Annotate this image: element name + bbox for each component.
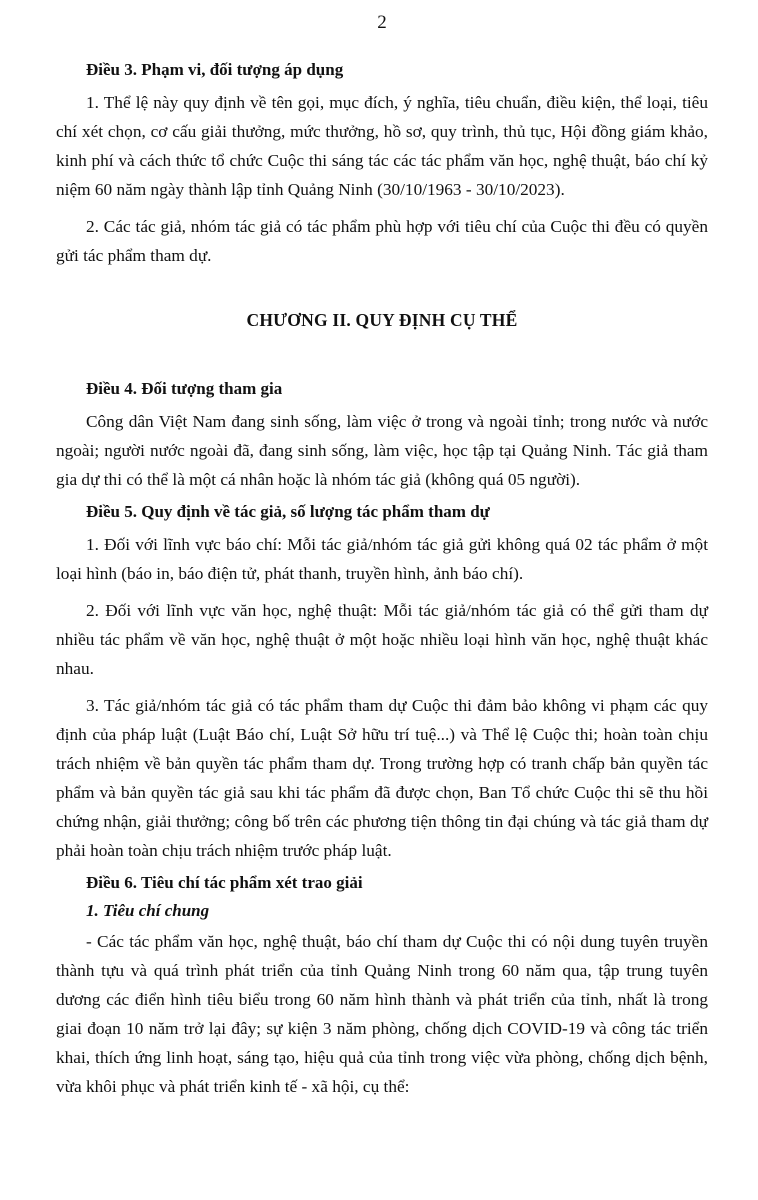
article-6-paragraph-1: - Các tác phẩm văn học, nghệ thuật, báo chí tham dự Cuộc thi có nội dung tuyên truyền thành tựu và quá trình phát triển của tỉnh Quảng Ninh trong 60 năm qua, tập trung tuyên dương các điển hình tiêu biểu trong 60 năm hình thành và phát triển của tỉnh, nhất là trong giai đoạn 10 năm trở lại đây; sự kiện 3 năm phòng, chống dịch COVID-19 và công tác triển khai, thích ứng linh hoạt, sáng tạo, hiệu quả của tỉnh trong việc vừa phòng, chống dịch bệnh, vừa khôi phục và phát triển kinh tế - xã hội, cụ thể: [56, 932, 708, 1096]
article-6-subheading-1: 1. Tiêu chí chung [86, 901, 210, 920]
article-5-paragraph-3: 3. Tác giả/nhóm tác giả có tác phẩm tham dự Cuộc thi đảm bảo không vi phạm các quy định của pháp luật (Luật Báo chí, Luật Sở hữu trí tuệ...) và Thể lệ Cuộc thi; hoàn toàn chịu trách nhiệm về bản quyền tác phẩm tham dự. Trong trường hợp có tranh chấp bản quyền tác phẩm và bản quyền tác giả sau khi tác phẩm đã được chọn, Ban Tổ chức Cuộc thi sẽ thu hồi chứng nhận, giải thưởng; công bố trên các phương tiện thông tin đại chúng và tác giả tham dự phải hoàn toàn chịu trách nhiệm trước pháp luật. [56, 696, 708, 860]
article-3-paragraph-1: 1. Thể lệ này quy định về tên gọi, mục đích, ý nghĩa, tiêu chuẩn, điều kiện, thể loại, tiêu chí xét chọn, cơ cấu giải thưởng, mức thưởng, hồ sơ, quy trình, thủ tục, Hội đồng giám khảo, kinh phí và cách thức tổ chức Cuộc thi sáng tác các tác phẩm văn học, nghệ thuật, báo chí kỷ niệm 60 năm ngày thành lập tỉnh Quảng Ninh (30/10/1963 - 30/10/2023). [56, 93, 708, 199]
article-5-heading: Điều 5. Quy định về tác giả, số lượng tác phẩm tham dự [86, 502, 490, 521]
article-4-paragraph-1: Công dân Việt Nam đang sinh sống, làm việc ở trong và ngoài tỉnh; trong nước và nước ngoài; người nước ngoài đã, đang sinh sống, làm việc, học tập tại Quảng Ninh. Tác giả tham gia dự thi có thể là một cá nhân hoặc là nhóm tác giả (không quá 05 người). [56, 412, 708, 489]
article-5-paragraph-2: 2. Đối với lĩnh vực văn học, nghệ thuật: Mỗi tác giả/nhóm tác giả có thể gửi tham dự nhiều tác phẩm về văn học, nghệ thuật ở một hoặc nhiều loại hình văn học, nghệ thuật khác nhau. [56, 601, 708, 678]
article-4-heading: Điều 4. Đối tượng tham gia [86, 379, 283, 398]
article-3-paragraph-2: 2. Các tác giả, nhóm tác giả có tác phẩm phù hợp với tiêu chí của Cuộc thi đều có quyền gửi tác phẩm tham dự. [56, 217, 708, 265]
article-3-heading: Điều 3. Phạm vi, đối tượng áp dụng [86, 60, 344, 79]
chapter-2-title: CHƯƠNG II. QUY ĐỊNH CỤ THỂ [246, 310, 518, 330]
page-number: 2 [377, 12, 387, 33]
article-5-paragraph-1: 1. Đối với lĩnh vực báo chí: Mỗi tác giả/nhóm tác giả gửi không quá 02 tác phẩm ở một loại hình (báo in, báo điện tử, phát thanh, truyền hình, ảnh báo chí). [56, 535, 708, 583]
article-6-heading: Điều 6. Tiêu chí tác phẩm xét trao giải [86, 873, 363, 892]
